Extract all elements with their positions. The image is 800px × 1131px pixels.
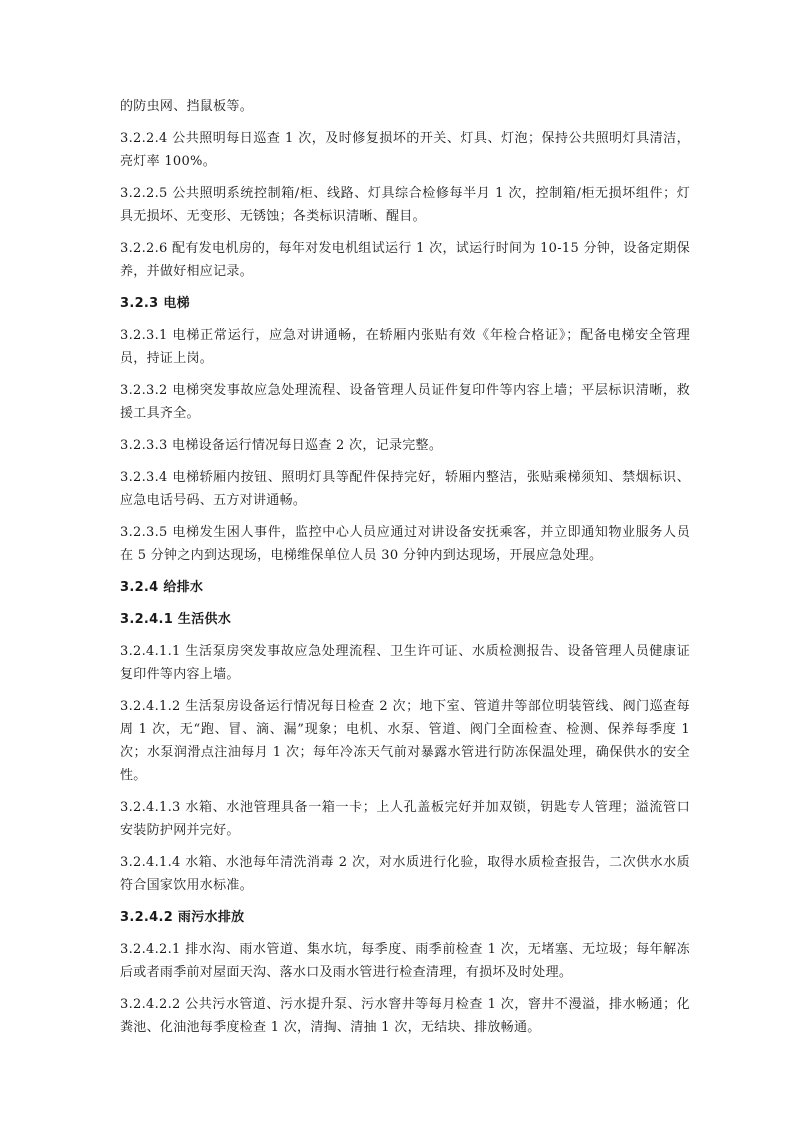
paragraph: 3.2.4.1.1 生活泵房突发事故应急处理流程、卫生许可证、水质检测报告、设备管理人员健康证复印件等内容上墙。 <box>120 644 690 682</box>
section-heading: 3.2.3 电梯 <box>120 296 190 311</box>
paragraph: 3.2.4.2.2 公共污水管道、污水提升泵、污水窨井等每月检查 1 次，窨井不漫溢，排水畅通；化粪池、化油池每季度检查 1 次，清掏、清抽 1 次，无结块、排放畅通。 <box>120 997 690 1035</box>
paragraph: 3.2.4.2.1 排水沟、雨水管道、集水坑，每季度、雨季前检查 1 次，无堵塞、无垃圾；每年解冻后或者雨季前对屋面天沟、落水口及雨水管进行检查清理，有损坏及时处理。 <box>120 942 690 980</box>
paragraph: 3.2.4.1.4 水箱、水池每年清洗消毒 2 次，对水质进行化验，取得水质检查报告，二次供水水质符合国家饮用水标准。 <box>120 855 690 893</box>
subsection-heading: 3.2.4.1 生活供水 <box>120 612 232 627</box>
paragraph: 3.2.3.4 电梯轿厢内按钮、照明灯具等配件保持完好，轿厢内整洁，张贴乘梯须知、禁烟标识、应急电话号码、五方对讲通畅。 <box>120 470 690 508</box>
subsection-heading: 3.2.4.2 雨污水排放 <box>120 910 245 925</box>
section-heading: 3.2.4 给排水 <box>120 580 204 595</box>
paragraph: 3.2.3.3 电梯设备运行情况每日巡查 2 次，记录完整。 <box>120 438 443 453</box>
paragraph: 3.2.2.4 公共照明每日巡查 1 次，及时修复损坏的开关、灯具、灯泡；保持公共照明灯具清洁，亮灯率 100%。 <box>120 131 690 169</box>
paragraph: 的防虫网、挡鼠板等。 <box>120 99 254 114</box>
paragraph: 3.2.4.1.2 生活泵房设备运行情况每日检查 2 次；地下室、管道井等部位明装管线、阀门巡查每周 1 次，无“跑、冒、滴、漏”现象；电机、水泵、管道、阀门全面检查、检测、保养每季度 1 次；水泵润滑点注油每月 1 次；每年冷冻天气前对暴露水管进行防冻保温处理，确保供水的安全性。 <box>120 699 690 783</box>
paragraph: 3.2.3.2 电梯突发事故应急处理流程、设备管理人员证件复印件等内容上墙；平层标识清晰，救援工具齐全。 <box>120 383 690 421</box>
paragraph: 3.2.2.5 公共照明系统控制箱/柜、线路、灯具综合检修每半月 1 次，控制箱/柜无损坏组件；灯具无损坏、无变形、无锈蚀；各类标识清晰、醒目。 <box>120 186 690 224</box>
paragraph: 3.2.3.1 电梯正常运行，应急对讲通畅，在轿厢内张贴有效《年检合格证》；配备电梯安全管理员，持证上岗。 <box>120 328 690 366</box>
paragraph: 3.2.4.1.3 水箱、水池管理具备一箱一卡；上人孔盖板完好并加双锁，钥匙专人管理；溢流管口安装防护网并完好。 <box>120 800 690 838</box>
paragraph: 3.2.3.5 电梯发生困人事件，监控中心人员应通过对讲设备安抚乘客，并立即通知物业服务人员在 5 分钟之内到达现场，电梯维保单位人员 30 分钟内到达现场，开展应急处理。 <box>120 525 690 563</box>
paragraph: 3.2.2.6 配有发电机房的，每年对发电机组试运行 1 次，试运行时间为 10-15 分钟，设备定期保养，并做好相应记录。 <box>120 241 690 279</box>
document-page <box>120 95 690 1048</box>
